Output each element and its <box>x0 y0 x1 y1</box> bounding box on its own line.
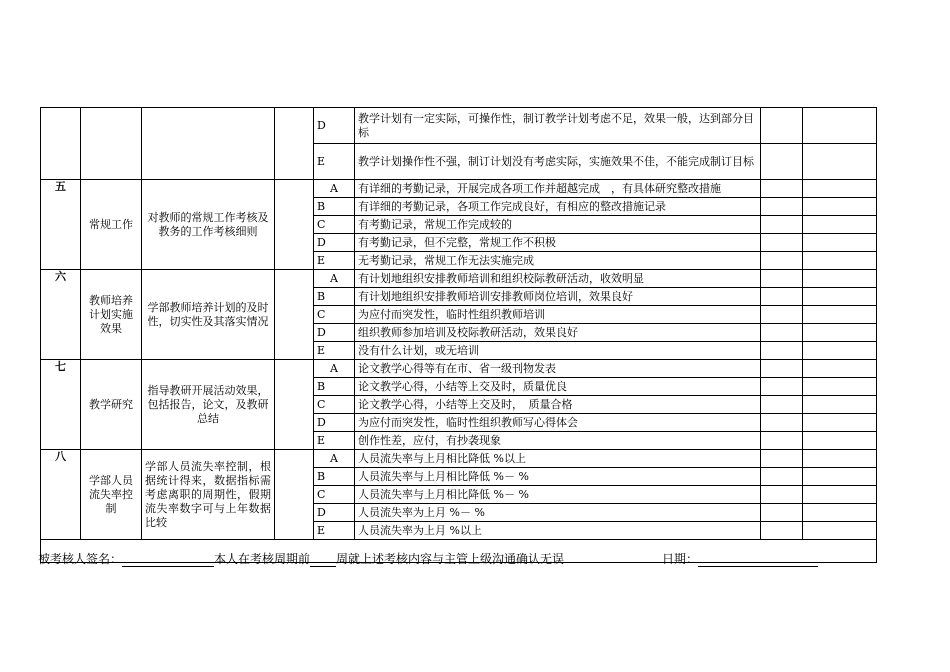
grade-level: D <box>314 414 355 432</box>
assessment-item: 常规工作 <box>81 180 142 270</box>
remark-cell[interactable] <box>803 414 877 432</box>
remark-cell[interactable] <box>803 180 877 198</box>
table-row <box>41 450 877 468</box>
remark-cell[interactable] <box>803 450 877 468</box>
score-cell[interactable] <box>761 468 803 486</box>
remark-cell[interactable] <box>803 234 877 252</box>
grade-level: B <box>314 288 355 306</box>
section-number: 七 <box>41 360 81 450</box>
assessment-table <box>40 107 877 563</box>
item-description <box>142 108 275 180</box>
assessment-item: 教师培养计划实施效果 <box>81 270 142 360</box>
item-description: 学部教师培养计划的及时性，切实性及其落实情况 <box>142 270 275 360</box>
score-cell[interactable] <box>761 324 803 342</box>
remark-cell[interactable] <box>803 252 877 270</box>
score-cell[interactable] <box>761 144 803 180</box>
grade-level: E <box>314 252 355 270</box>
grade-level: C <box>314 486 355 504</box>
grade-level: A <box>314 450 355 468</box>
confirm-text-1: 本人在考核周期前 <box>214 552 311 566</box>
score-cell[interactable] <box>761 270 803 288</box>
grade-level: D <box>314 234 355 252</box>
assessment-item: 学部人员流失率控制 <box>81 450 142 540</box>
score-cell[interactable] <box>761 360 803 378</box>
grade-level: E <box>314 522 355 540</box>
grade-criteria: 有考勤记录，但不完整，常规工作不积极 <box>355 234 761 252</box>
section-number: 六 <box>41 270 81 360</box>
score-cell[interactable] <box>761 342 803 360</box>
grade-criteria: 论文教学心得等有在市、省一级刊物发表 <box>355 360 761 378</box>
date-blank[interactable] <box>698 554 818 567</box>
grade-level: E <box>314 342 355 360</box>
grade-criteria: 教学计划操作性不强，制订计划没有考虑实际，实施效果不佳，不能完成制订目标 <box>355 144 761 180</box>
remark-cell[interactable] <box>803 396 877 414</box>
grade-level: D <box>314 504 355 522</box>
grade-level: A <box>314 180 355 198</box>
remark-cell[interactable] <box>803 288 877 306</box>
grade-level: B <box>314 378 355 396</box>
score-cell[interactable] <box>761 486 803 504</box>
section-number <box>41 108 81 180</box>
grade-criteria: 论文教学心得，小结等上交及时，质量优良 <box>355 378 761 396</box>
grade-criteria: 无考勤记录，常规工作无法实施完成 <box>355 252 761 270</box>
weight-cell <box>275 108 314 180</box>
grade-criteria: 组织教师参加培训及校际教研活动，效果良好 <box>355 324 761 342</box>
grade-criteria: 有详细的考勤记录，开展完成各项工作并超越完成 ，有具体研究整改措施 <box>355 180 761 198</box>
grade-level: E <box>314 144 355 180</box>
grade-level: C <box>314 306 355 324</box>
remark-cell[interactable] <box>803 216 877 234</box>
grade-criteria: 有详细的考勤记录，各项工作完成良好，有相应的整改措施记录 <box>355 198 761 216</box>
grade-level: A <box>314 360 355 378</box>
weight-cell <box>275 450 314 540</box>
score-cell[interactable] <box>761 450 803 468</box>
remark-cell[interactable] <box>803 324 877 342</box>
table-row <box>41 270 877 288</box>
grade-criteria: 有计划地组织安排教师培训安排教师岗位培训，效果良好 <box>355 288 761 306</box>
remark-cell[interactable] <box>803 522 877 540</box>
grade-criteria: 没有什么计划，或无培训 <box>355 342 761 360</box>
confirm-text-2: 周就上述考核内容与主管上级沟通确认无误 <box>336 552 565 566</box>
table-row <box>41 108 877 144</box>
date-label: 日期： <box>662 552 699 566</box>
remark-cell[interactable] <box>803 198 877 216</box>
remark-cell[interactable] <box>803 378 877 396</box>
grade-criteria: 为应付而突发性，临时性组织教师写心得体会 <box>355 414 761 432</box>
grade-criteria: 有计划地组织安排教师培训和组织校际教研活动，收效明显 <box>355 270 761 288</box>
score-cell[interactable] <box>761 234 803 252</box>
score-cell[interactable] <box>761 432 803 450</box>
remark-cell[interactable] <box>803 468 877 486</box>
remark-cell[interactable] <box>803 270 877 288</box>
remark-cell[interactable] <box>803 342 877 360</box>
signature-line <box>38 550 878 567</box>
score-cell[interactable] <box>761 198 803 216</box>
weeks-blank[interactable] <box>310 554 336 567</box>
section-number: 八 <box>41 450 81 540</box>
table-row <box>41 180 877 198</box>
grade-level: B <box>314 198 355 216</box>
signer-blank[interactable] <box>122 554 214 567</box>
remark-cell[interactable] <box>803 486 877 504</box>
remark-cell[interactable] <box>803 360 877 378</box>
score-cell[interactable] <box>761 288 803 306</box>
assessment-item <box>81 108 142 180</box>
table-row <box>41 360 877 378</box>
grade-level: D <box>314 108 355 144</box>
assessment-item: 教学研究 <box>81 360 142 450</box>
grade-criteria: 人员流失率与上月相比降低 %－ % <box>355 486 761 504</box>
grade-criteria: 有考勤记录，常规工作完成较的 <box>355 216 761 234</box>
score-cell[interactable] <box>761 522 803 540</box>
grade-criteria: 人员流失率与上月相比降低 %－ % <box>355 468 761 486</box>
item-description: 指导教研开展活动效果，包括报告，论文，及教研总结 <box>142 360 275 450</box>
score-cell[interactable] <box>761 504 803 522</box>
remark-cell[interactable] <box>803 504 877 522</box>
weight-cell <box>275 270 314 360</box>
score-cell[interactable] <box>761 108 803 144</box>
grade-level: D <box>314 324 355 342</box>
signer-label: 被考核人签名： <box>38 552 123 566</box>
weight-cell <box>275 180 314 270</box>
grade-criteria: 为应付而突发性，临时性组织教师培训 <box>355 306 761 324</box>
score-cell[interactable] <box>761 414 803 432</box>
grade-level: C <box>314 216 355 234</box>
score-cell[interactable] <box>761 252 803 270</box>
grade-criteria: 创作性差，应付，有抄袭现象 <box>355 432 761 450</box>
grade-criteria: 人员流失率为上月 %－ % <box>355 504 761 522</box>
score-cell[interactable] <box>761 378 803 396</box>
grade-level: B <box>314 468 355 486</box>
item-description: 学部人员流失率控制，根据统计得来，数据指标需考虑离职的周期性，假期流失率数字可与上年数据比较 <box>142 450 275 540</box>
grade-criteria: 人员流失率为上月 %以上 <box>355 522 761 540</box>
grade-level: A <box>314 270 355 288</box>
weight-cell <box>275 360 314 450</box>
grade-criteria: 论文教学心得，小结等上交及时， 质量合格 <box>355 396 761 414</box>
remark-cell[interactable] <box>803 432 877 450</box>
grade-criteria: 教学计划有一定实际，可操作性，制订教学计划考虑不足，效果一般，达到部分目标 <box>355 108 761 144</box>
grade-criteria: 人员流失率与上月相比降低 %以上 <box>355 450 761 468</box>
score-cell[interactable] <box>761 306 803 324</box>
item-description: 对教师的常规工作考核及教务的工作考核细则 <box>142 180 275 270</box>
remark-cell[interactable] <box>803 144 877 180</box>
remark-cell[interactable] <box>803 108 877 144</box>
grade-level: C <box>314 396 355 414</box>
score-cell[interactable] <box>761 216 803 234</box>
score-cell[interactable] <box>761 396 803 414</box>
score-cell[interactable] <box>761 180 803 198</box>
remark-cell[interactable] <box>803 306 877 324</box>
section-number: 五 <box>41 180 81 270</box>
grade-level: E <box>314 432 355 450</box>
